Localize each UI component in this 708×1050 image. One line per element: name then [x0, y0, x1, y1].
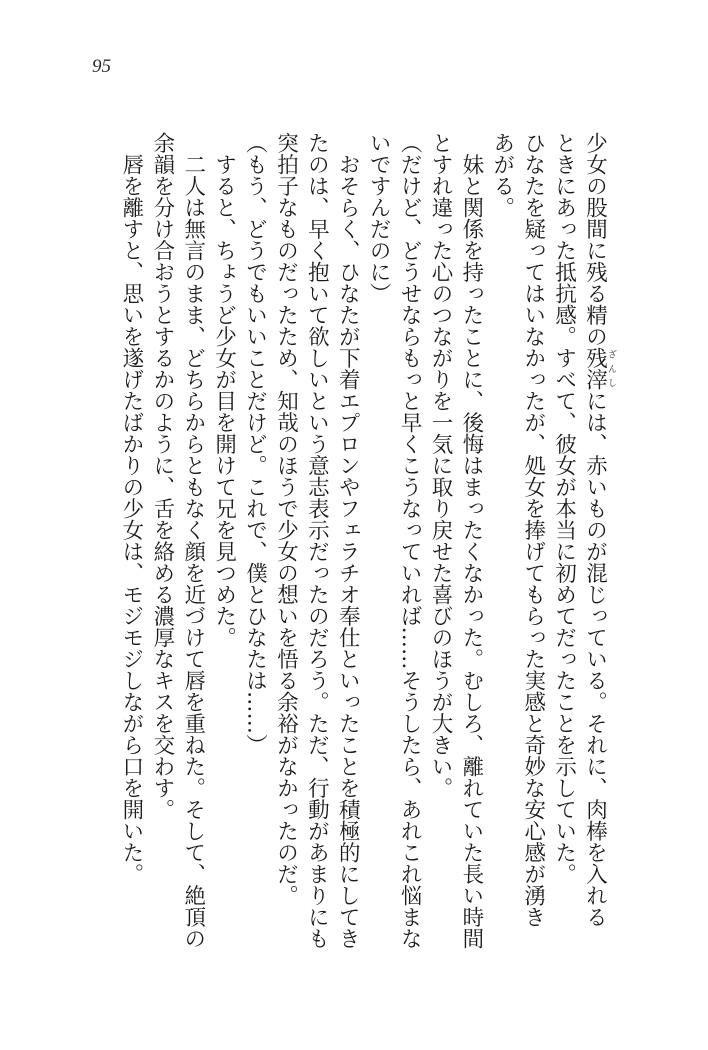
- text-line-16: 唇を離すと、思いを遂げたばかりの少女は、モジモジしながら口を開いた。: [118, 132, 144, 885]
- text-line-15: 余韻を分け合おうとするかのように、舌を絡める濃厚なキスを交わす。: [149, 132, 175, 820]
- text-line-14: 二人は無言のまま、どちらからともなく顔を近づけて唇を重ねた。そして、絶頂の: [180, 132, 206, 949]
- page-number: 95: [92, 56, 111, 77]
- text-line-7: （だけど、どうせならもっと早くこうなっていれば……そうしたら、あれこれ悩まな: [397, 132, 423, 949]
- text-line-11: 突拍子なものだったため、知哉のほうで少女の想いを悟る余裕がなかったのだ。: [273, 132, 299, 906]
- text-line-10: たのは、早く抱いて欲しいという意志表示だったのだろう。ただ、行動があまりにも: [304, 132, 330, 949]
- text-line-8: いですんだのに）: [366, 132, 392, 304]
- ruby-base: 残滓: [582, 347, 608, 390]
- text-line-13: すると、ちょうど少女が目を開けて兄を見つめた。: [211, 132, 237, 648]
- text-line-5: 妹と関係を持ったことに、後悔はまったくなかった。むしろ、離れていた長い時間: [458, 132, 484, 949]
- text-line-3: ひなたを疑ってはいなかったが、処女を捧げてもらった実感と奇妙な安心感が湧き: [520, 132, 546, 928]
- text-line-1-end: には、赤いものが混じっている。それに、肉棒を入れる: [582, 390, 608, 928]
- ruby-reading: ざんし: [606, 347, 616, 390]
- text-line-4: あがる。: [489, 132, 515, 218]
- text-line-1-start: 少女の股間に残る精の: [582, 132, 608, 347]
- vertical-text-block: [115, 132, 616, 1032]
- text-line-9: おそらく、ひなたが下着エプロンやフェラチオ奉仕といったことを積極的にしてき: [335, 132, 361, 949]
- text-line-1: [579, 132, 616, 1032]
- text-line-2: ときにあった抵抗感。すべて、彼女が本当に初めてだったことを示していた。: [551, 132, 577, 885]
- text-line-12: （もう、どうでもいいことだけど。これで、僕とひなたは……）: [242, 132, 268, 756]
- text-line-6: とすれ違った心のつながりを一気に取り戻せた喜びのほうが大きい。: [427, 132, 453, 799]
- ruby-zanshi: [582, 347, 616, 390]
